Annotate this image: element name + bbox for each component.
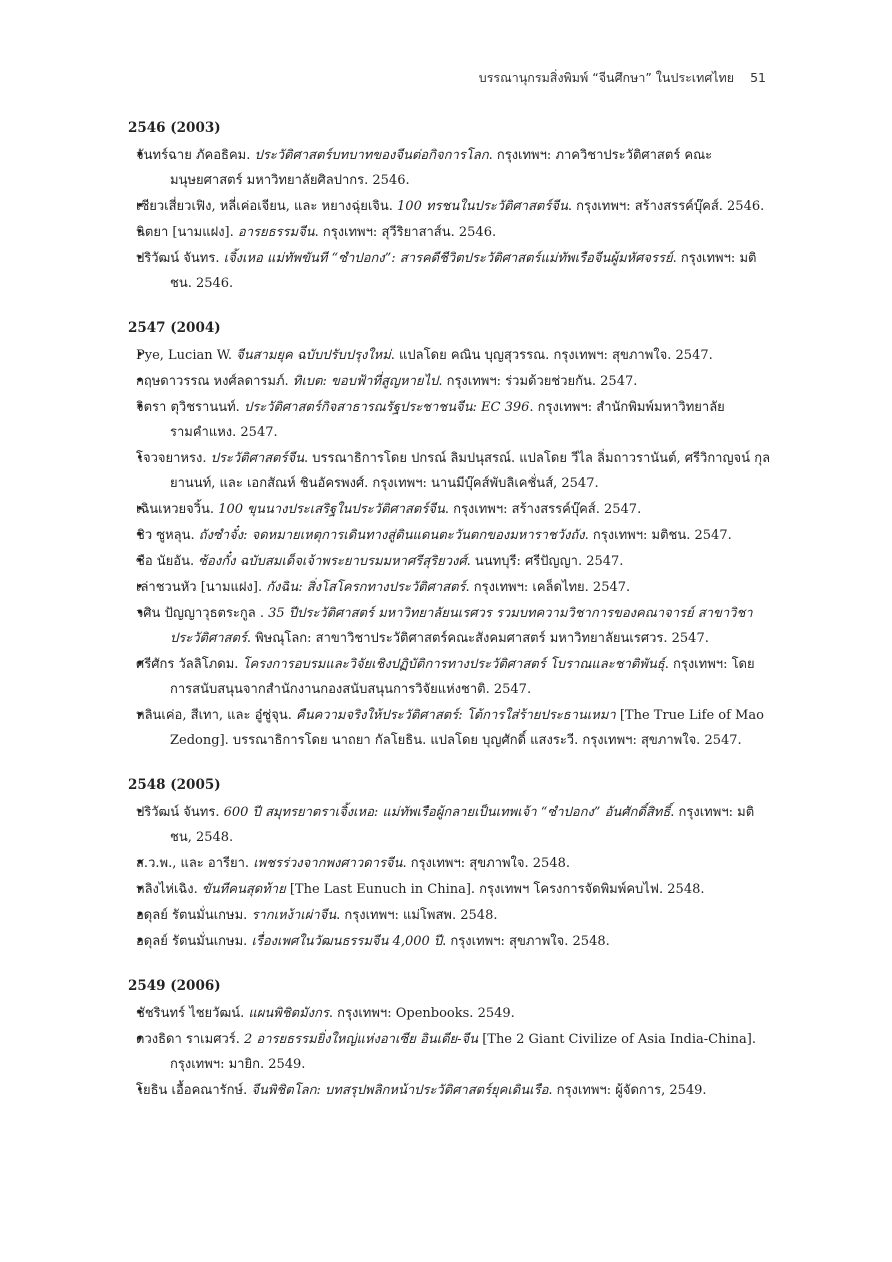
entry-author: Pye, Lucian W. <box>136 348 237 363</box>
entry-author: หลิงไห่เฉิง. <box>136 882 202 897</box>
entry-publication: . กรุงเทพฯ: แม่โพสพ. 2548. <box>336 908 498 923</box>
entry-title: ประวัติศาสตร์จีน <box>210 451 304 466</box>
entry-author: จิตรา ตุวิชรานนท์. <box>136 400 244 415</box>
entry-title: 35 ปีประวัติศาสตร์ มหาวิทยาลัยนเรศวร รวมบทความวิชาการของคณาจารย์ สาขาวิชาประวัติศาสตร์ <box>170 606 753 646</box>
bibliography-entry <box>128 851 773 876</box>
entry-author: อดุลย์ รัตนมั่นเกษม. <box>136 934 252 949</box>
bibliography-entry <box>128 1078 773 1103</box>
bibliography-entry <box>128 877 773 902</box>
entry-title: ประวัติศาสตร์บทบาทของจีนต่อกิจการโลก <box>254 148 489 163</box>
entry-publication: [The 2 Giant Civilize of Asia India-China]. กรุงเทพฯ: มายิก. 2549. <box>170 1032 756 1072</box>
bibliography-entry <box>128 369 773 394</box>
entry-publication: . กรุงเทพฯ: โดยการสนับสนุนจากสำนักงานกองสนับสนุนการวิจัยแห่งชาติ. 2547. <box>170 657 755 697</box>
entry-title: ประวัติศาสตร์กิจสาธารณรัฐประชาชนจีน: EC 396 <box>243 400 530 415</box>
bibliography-content <box>128 120 773 1127</box>
entry-publication: . กรุงเทพฯ: สุขภาพใจ. 2548. <box>402 856 571 871</box>
entry-author: เซียวเสี่ยวเฟิง, หลี่เค่อเจียน, และ หยางฉุ่ยเจิน. <box>136 199 398 214</box>
bibliography-entry <box>128 652 773 702</box>
entry-author: ปริวัฒน์ จันทร. <box>136 251 224 266</box>
entry-title: เจิ้งเหอ แม่ทัพขันที “ซำปอกง”: สารคดีชีวิตประวัติศาสตร์แม่ทัพเรือจีนผู้มหัศจรรย์ <box>223 251 673 266</box>
entry-title: จีนพิชิตโลก: บทสรุปพลิกหน้าประวัติศาสตร์ยุคเดินเรือ <box>251 1083 549 1098</box>
entry-author: นิตยา [นามแฝง]. <box>136 225 238 240</box>
bibliography-entry <box>128 903 773 928</box>
bibliography-entry <box>128 703 773 753</box>
entry-title: จีนสามยุค ฉบับปรับปรุงใหม่ <box>236 348 391 363</box>
bibliography-entry <box>128 800 773 850</box>
bibliography-entry <box>128 523 773 548</box>
year-section <box>128 777 773 954</box>
entry-list <box>128 1001 773 1103</box>
entry-publication: . กรุงเทพฯ: สุวีริยาสาส์น. 2546. <box>314 225 497 240</box>
entry-title: เรื่องเพศในวัฒนธรรมจีน 4,000 ปี <box>251 934 443 949</box>
entry-author: ศรีศักร วัลลิโภดม. <box>136 657 243 672</box>
entry-title: เพชรร่วงจากพงศาวดารจีน <box>253 856 403 871</box>
entry-author: ปริวัฒน์ จันทร. <box>136 805 224 820</box>
entry-title: โครงการอบรมและวิจัยเชิงปฏิบัติการทางประวัติศาสตร์ โบราณและชาติพันธุ์ <box>242 657 665 672</box>
entry-list <box>128 800 773 954</box>
entry-publication: . พิษณุโลก: สาขาวิชาประวัติศาสตร์คณะสังคมศาสตร์ มหาวิทยาลัยนเรศวร. 2547. <box>246 631 709 646</box>
entry-title: แผนพิชิตมังกร <box>248 1006 329 1021</box>
bibliography-entry <box>128 220 773 245</box>
bibliography-entry <box>128 246 773 296</box>
entry-title: รากเหง้าเผ่าจีน <box>251 908 337 923</box>
entry-publication: . บรรณาธิการโดย ปกรณ์ ลิมปนุสรณ์. แปลโดย วีไล ลิ่มถาวรานันต์, ศรีวิกาญจน์ กุลยานนท์, และ เอกสัณห์ ชินอัครพงศ์. กรุงเทพฯ: นานมีบุ๊คส์พับลิเคชั่นส์, 2547. <box>170 451 771 491</box>
entry-author: เฉินเหวยจวิ้น. <box>136 502 219 517</box>
entry-author: จันทร์ฉาย ภัคอธิคม. <box>136 148 255 163</box>
bibliography-entry <box>128 549 773 574</box>
entry-author: ซือ นัยอัน. <box>136 554 199 569</box>
entry-publication: [The True Life of Mao Zedong]. บรรณาธิการโดย นาถยา กัลโยธิน. แปลโดย บุญศักดิ์ แสงระวี. กรุงเทพฯ: สุขภาพใจ. 2547. <box>170 708 764 748</box>
bibliography-entry <box>128 395 773 445</box>
page-number: 51 <box>750 70 766 85</box>
entry-publication: . กรุงเทพฯ: สร้างสรรค์บุ๊คส์. 2547. <box>444 502 642 517</box>
entry-publication: . กรุงเทพฯ: มติชน. 2547. <box>584 528 732 543</box>
bibliography-entry <box>128 575 773 600</box>
entry-list <box>128 343 773 753</box>
entry-publication: . แปลโดย คณิน บุญสุวรรณ. กรุงเทพฯ: สุขภาพใจ. 2547. <box>390 348 713 363</box>
bibliography-entry <box>128 929 773 954</box>
bibliography-entry <box>128 143 773 193</box>
entry-title: ซ้องกั๋ง ฉบับสมเด็จเจ้าพระยาบรมมหาศรีสุริยวงศ์ <box>198 554 467 569</box>
entry-publication: . กรุงเทพฯ: มติชน, 2548. <box>170 805 755 845</box>
entry-publication: . กรุงเทพฯ: มติชน. 2546. <box>170 251 757 291</box>
entry-publication: . กรุงเทพฯ: ผู้จัดการ, 2549. <box>548 1083 707 1098</box>
entry-author: โยธิน เอื้อคณารักษ์. <box>136 1083 252 1098</box>
entry-publication: . กรุงเทพฯ: ร่วมด้วยช่วยกัน. 2547. <box>438 374 638 389</box>
header-title: บรรณานุกรมสิ่งพิมพ์ “จีนศึกษา” ในประเทศไทย <box>478 70 735 85</box>
year-section <box>128 320 773 753</box>
year-heading: 2546 (2003) <box>128 120 221 136</box>
entry-author: เล่าชวนหัว [นามแฝง]. <box>136 580 267 595</box>
year-heading: 2548 (2005) <box>128 777 221 793</box>
entry-author: ชิว ซูหลุน. <box>136 528 199 543</box>
entry-publication: . กรุงเทพฯ: สุขภาพใจ. 2548. <box>442 934 610 949</box>
bibliography-entry <box>128 446 773 496</box>
running-header <box>479 68 766 88</box>
entry-title: 2 อารยธรรมยิ่งใหญ่แห่งอาเซีย อินเดีย-จีน <box>244 1032 479 1047</box>
entry-title: ถังซำจั๋ง: จดหมายเหตุการเดินทางสู่ดินแดนตะวันตกของมหาราชวังถัง <box>198 528 585 543</box>
entry-author: ชัชรินทร์ ไชยวัฒน์. <box>136 1006 249 1021</box>
year-section <box>128 978 773 1103</box>
year-section <box>128 120 773 296</box>
entry-publication: . กรุงเทพฯ: สร้างสรรค์บุ๊คส์. 2546. <box>567 199 765 214</box>
bibliography-entry <box>128 1001 773 1026</box>
bibliography-entry <box>128 194 773 219</box>
entry-publication: . กรุงเทพฯ: ภาควิชาประวัติศาสตร์ คณะมนุษยศาสตร์ มหาวิทยาลัยศิลปากร. 2546. <box>170 148 713 188</box>
entry-title: ขันทีคนสุดท้าย <box>201 882 286 897</box>
entry-author: ส.ว.พ., และ อารียา. <box>136 856 254 871</box>
bibliography-entry <box>128 343 773 368</box>
bibliography-entry <box>128 601 773 651</box>
entry-publication: . นนทบุรี: ศรีปัญญา. 2547. <box>466 554 624 569</box>
entry-publication: . กรุงเทพฯ: Openbooks. 2549. <box>328 1006 515 1021</box>
entry-list <box>128 143 773 296</box>
entry-title: 100 ขุนนางประเสริฐในประวัติศาสตร์จีน <box>218 502 445 517</box>
bibliography-entry <box>128 497 773 522</box>
bibliography-entry <box>128 1027 773 1077</box>
entry-title: กังฉิน: สิ่งโสโครกทางประวัติศาสตร์ <box>266 580 466 595</box>
entry-author: กฤษดาวรรณ หงศ์ลดารมภ์. <box>136 374 293 389</box>
entry-title: คืนความจริงให้ประวัติศาสตร์: โต้การใส่ร้ายประธานเหมา <box>296 708 616 723</box>
entry-title: ทิเบต: ขอบฟ้าที่สูญหายไป <box>292 374 439 389</box>
entry-publication: . กรุงเทพฯ: สำนักพิมพ์มหาวิทยาลัยรามคำแหง. 2547. <box>170 400 725 440</box>
entry-author: โจวจยาหรง. <box>136 451 211 466</box>
entry-publication: . กรุงเทพฯ: เคล็ดไทย. 2547. <box>465 580 631 595</box>
entry-author: หลินเค่อ, สีเทา, และ อู๋ซู่จุน. <box>136 708 297 723</box>
year-heading: 2547 (2004) <box>128 320 221 336</box>
entry-title: 100 ทรชนในประวัติศาสตร์จีน <box>397 199 568 214</box>
entry-author: อดุลย์ รัตนมั่นเกษม. <box>136 908 252 923</box>
entry-publication: [The Last Eunuch in China]. กรุงเทพฯ โครงการจัดพิมพ์คบไฟ. 2548. <box>285 882 705 897</box>
entry-author: วศิน ปัญญาวุธตระกูล . <box>136 606 269 621</box>
year-heading: 2549 (2006) <box>128 978 221 994</box>
entry-author: ดวงธิดา ราเมศวร์. <box>136 1032 244 1047</box>
entry-title: อารยธรรมจีน <box>237 225 315 240</box>
entry-title: 600 ปี สมุทรยาตราเจิ้งเหอ: แม่ทัพเรือผู้กลายเป็นเทพเจ้า “ซำปอกง” อันศักดิ์สิทธิ์ <box>223 805 671 820</box>
